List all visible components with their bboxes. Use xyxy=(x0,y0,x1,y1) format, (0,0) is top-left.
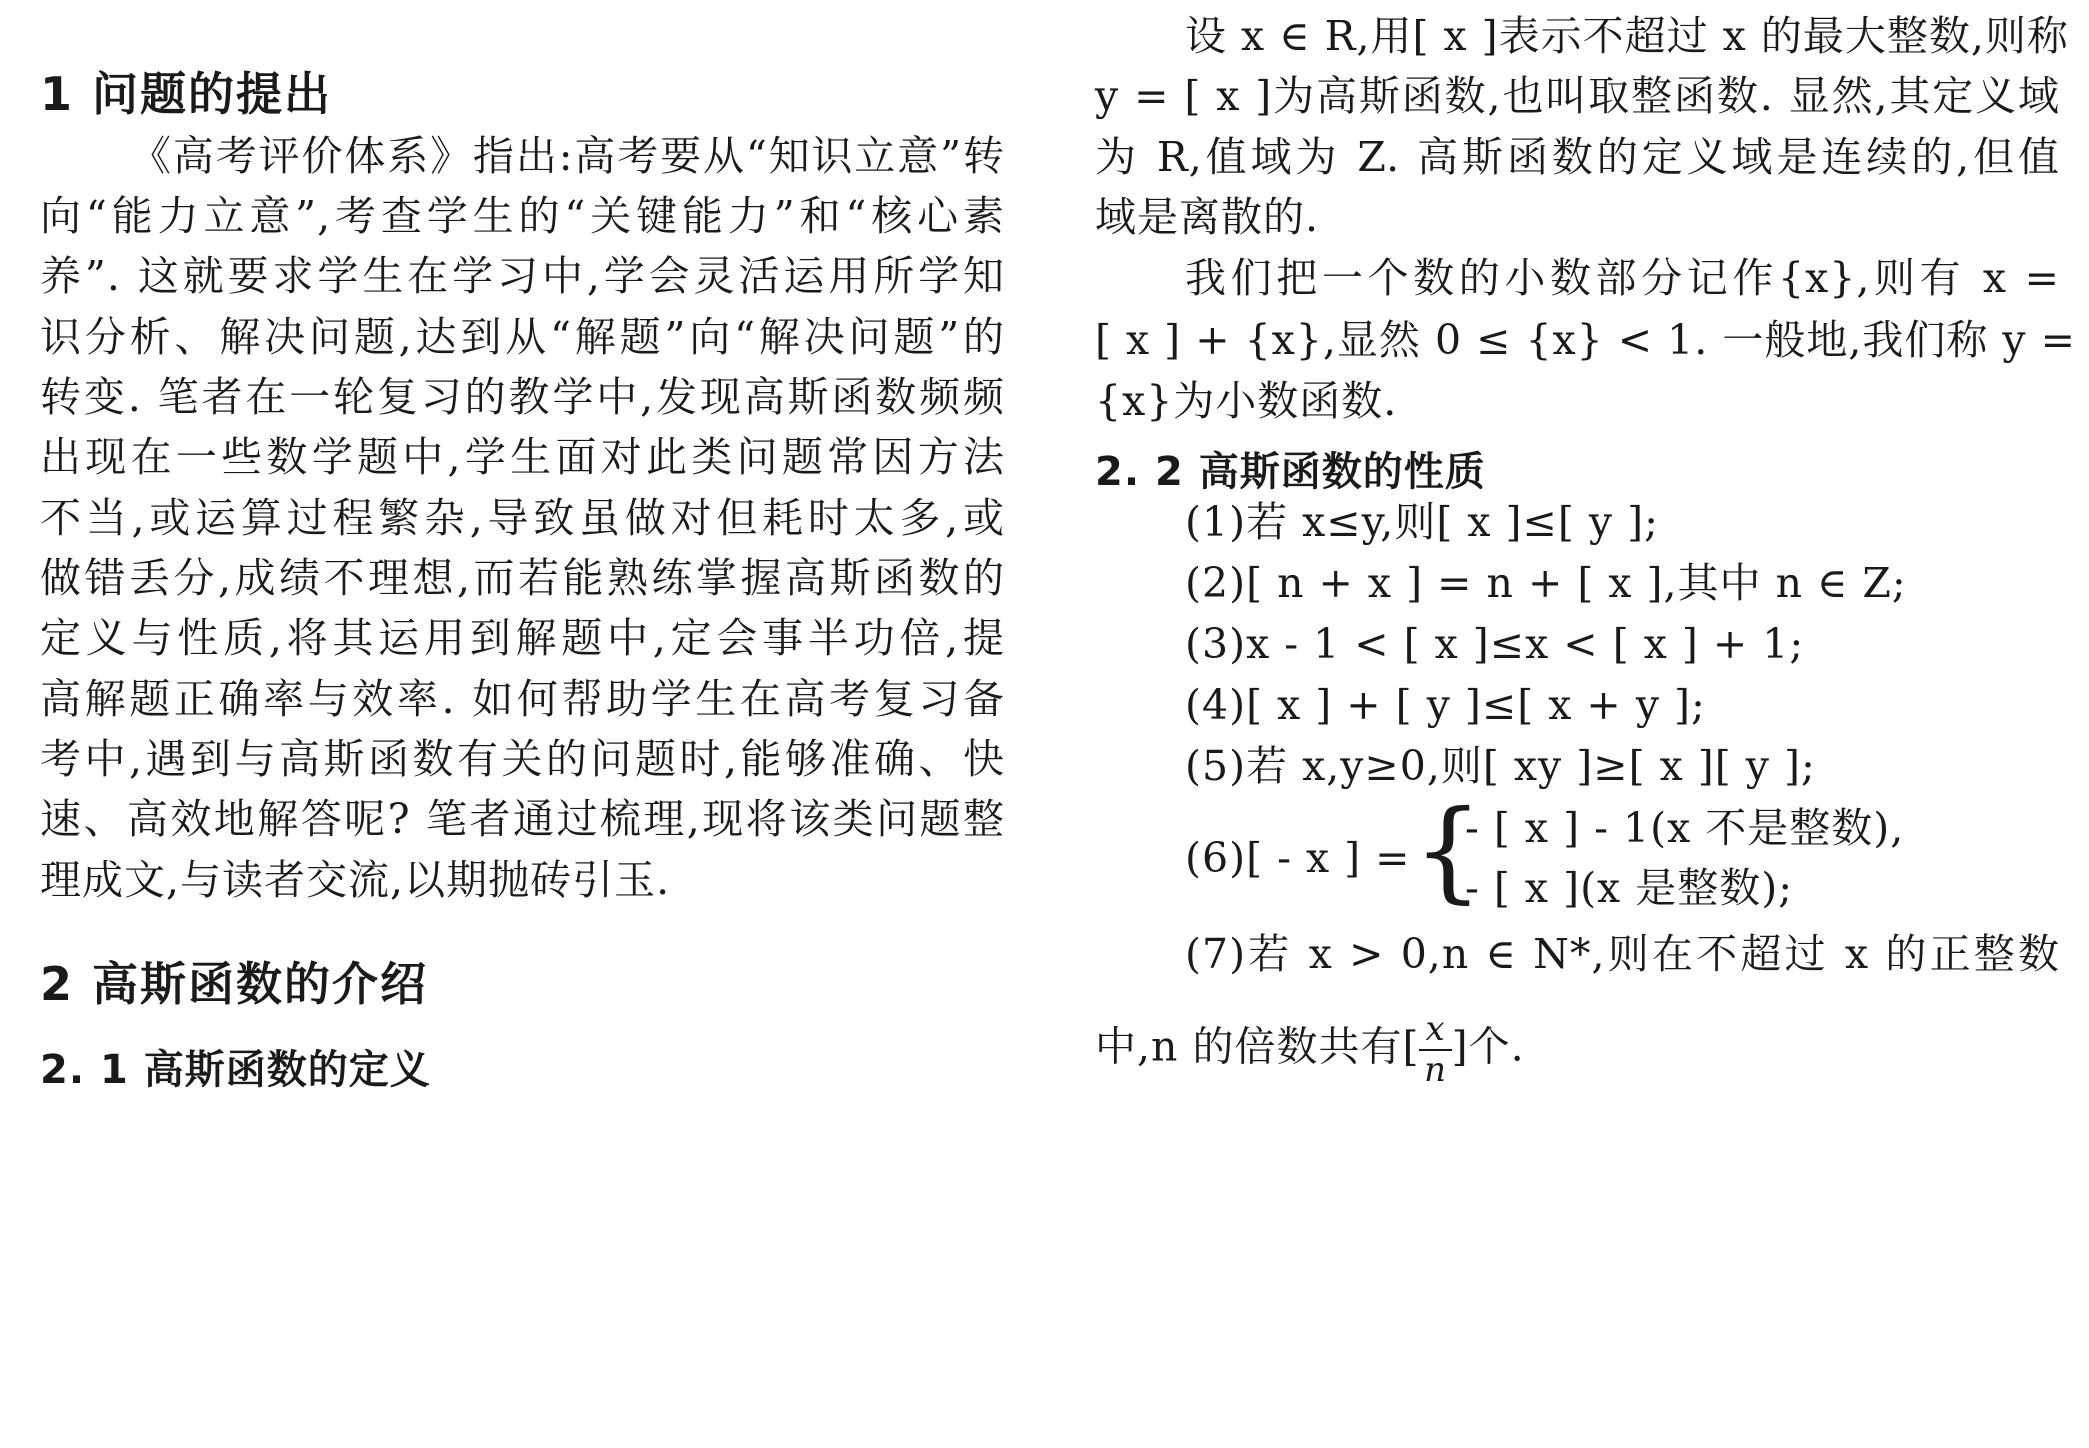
section-heading-1: 1 问题的提出 xyxy=(40,67,333,121)
para-line: 出现在一些数学题中,学生面对此类问题常因方法 xyxy=(40,433,1005,481)
para-line: 速、高效地解答呢? 笔者通过梳理,现将该类问题整 xyxy=(40,795,1005,843)
para-line: 识分析、解决问题,达到从“解题”向“解决问题”的 xyxy=(40,313,1005,361)
property-6-case-2: - [ x ](x 是整数); xyxy=(1465,864,1794,912)
section-heading-2: 2 高斯函数的介绍 xyxy=(40,957,429,1011)
property-4: (4)[ x ] + [ y ]≤[ x + y ]; xyxy=(1185,681,1706,729)
para-line: 做错丢分,成绩不理想,而若能熟练掌握高斯函数的 xyxy=(40,554,1005,602)
subsection-heading-2-2: 2. 2 高斯函数的性质 xyxy=(1095,449,1486,495)
definition-line: 域是离散的. xyxy=(1095,193,1320,241)
property-6-case-1: - [ x ] - 1(x 不是整数), xyxy=(1465,804,1905,852)
para-line: 理成文,与读者交流,以期抛砖引玉. xyxy=(40,856,671,904)
fraction-line: 我们把一个数的小数部分记作{x},则有 x = xyxy=(1185,254,2060,302)
property-7-text-post: ]个. xyxy=(1451,1022,1525,1071)
definition-line: 为 R,值域为 Z. 高斯函数的定义域是连续的,但值 xyxy=(1095,133,2060,181)
property-2: (2)[ n + x ] = n + [ x ],其中 n ∈ Z; xyxy=(1185,559,1907,607)
property-7-text-pre: 中,n 的倍数共有[ xyxy=(1095,1022,1420,1071)
fraction-line: {x}为小数函数. xyxy=(1095,377,1398,425)
definition-line: y = [ x ]为高斯函数,也叫取整函数. 显然,其定义域 xyxy=(1095,72,2060,120)
para-line: 考中,遇到与高斯函数有关的问题时,能够准确、快 xyxy=(40,735,1005,783)
para-line: 定义与性质,将其运用到解题中,定会事半功倍,提 xyxy=(40,614,1005,662)
para-line: 向“能力立意”,考查学生的“关键能力”和“核心素 xyxy=(40,192,1005,240)
left-brace-icon: { xyxy=(1413,786,1483,914)
definition-line: 设 x ∈ R,用[ x ]表示不超过 x 的最大整数,则称 xyxy=(1185,12,2069,60)
property-3: (3)x - 1 < [ x ]≤x < [ x ] + 1; xyxy=(1185,620,1805,668)
property-7-line-1: (7)若 x > 0,n ∈ N*,则在不超过 x 的正整数 xyxy=(1185,930,2060,978)
fraction xyxy=(1419,1010,1451,1090)
para-line: 《高考评价体系》指出:高考要从“知识立意”转 xyxy=(130,132,1005,180)
property-5: (5)若 x,y≥0,则[ xy ]≥[ x ][ y ]; xyxy=(1185,742,1816,790)
fraction-denominator: n xyxy=(1424,1050,1448,1091)
subsection-heading-2-1: 2. 1 高斯函数的定义 xyxy=(40,1047,431,1093)
para-line: 高解题正确率与效率. 如何帮助学生在高考复习备 xyxy=(40,675,1005,723)
para-line: 转变. 笔者在一轮复习的教学中,发现高斯函数频频 xyxy=(40,373,1005,421)
property-1: (1)若 x≤y,则[ x ]≤[ y ]; xyxy=(1185,498,1659,546)
fraction-line: [ x ] + {x},显然 0 ≤ {x} < 1. 一般地,我们称 y = xyxy=(1095,316,2076,364)
fraction-numerator: x xyxy=(1419,1010,1451,1051)
para-line: 不当,或运算过程繁杂,导致虽做对但耗时太多,或 xyxy=(40,494,1005,542)
para-line: 养”. 这就要求学生在学习中,学会灵活运用所学知 xyxy=(40,252,1005,300)
property-7-line-2 xyxy=(1095,1010,1525,1090)
property-6-lhs: (6)[ - x ] = xyxy=(1185,834,1411,882)
